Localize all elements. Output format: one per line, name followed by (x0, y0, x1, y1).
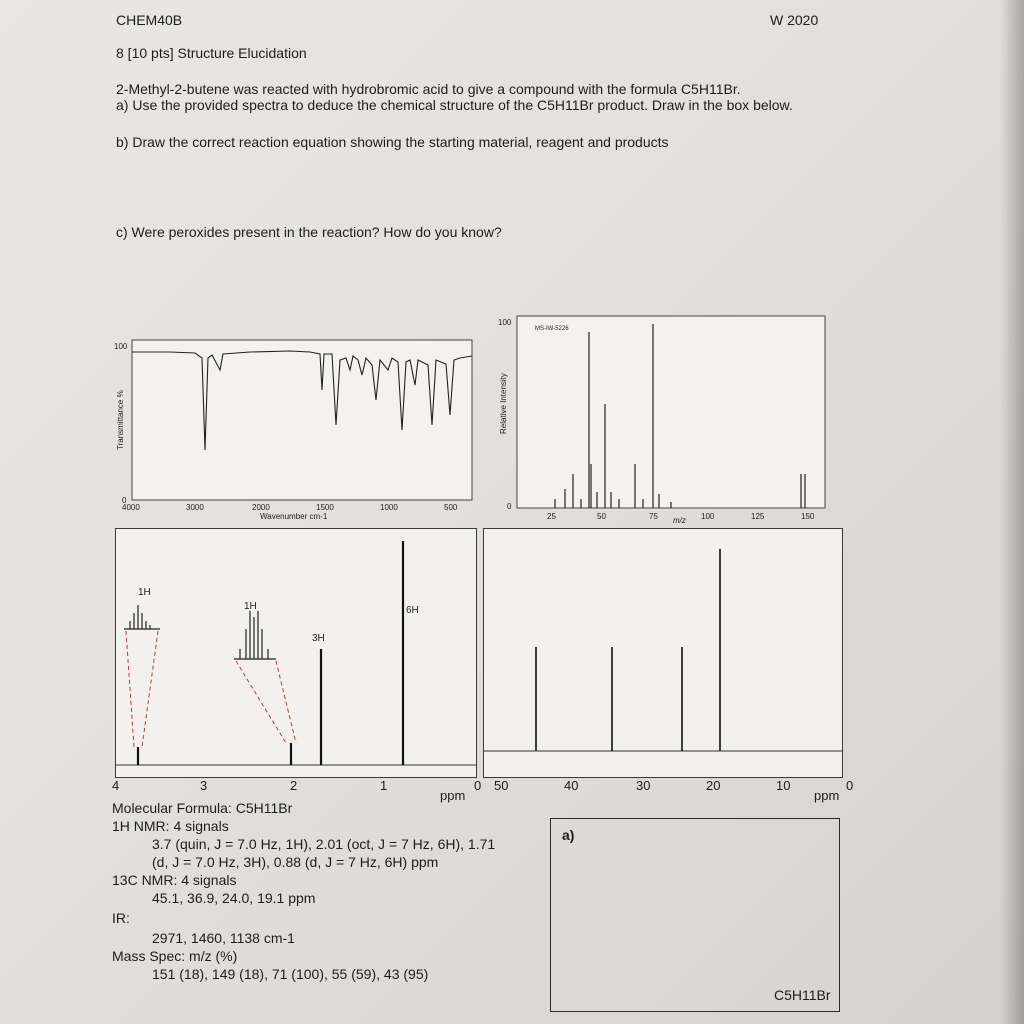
ms-xlabel: m/z (673, 516, 686, 525)
ir-spectrum-plot (110, 330, 485, 520)
c-nmr-xtick-50: 50 (494, 778, 509, 793)
molecular-formula: Molecular Formula: C5H11Br (112, 800, 293, 816)
ms-xtick-125: 125 (751, 512, 765, 521)
ir-xtick-500: 500 (444, 503, 458, 512)
mass-spectrum (495, 314, 830, 524)
answer-box-label: a) (562, 827, 575, 843)
h-nmr-spectrum (116, 529, 476, 777)
ir-ytick-100: 100 (114, 342, 128, 351)
c-nmr-ppm-label: ppm (814, 788, 840, 803)
h-nmr-inset-guides (126, 631, 296, 747)
h-nmr-peaks (138, 541, 403, 765)
ms-frame (517, 316, 825, 508)
h-nmr-xtick-1: 1 (380, 778, 388, 793)
c-nmr-plot (483, 528, 843, 778)
c-nmr-xtick-10: 10 (776, 778, 791, 793)
c-nmr-title: 13C NMR: 4 signals (112, 872, 237, 888)
ms-xtick-75: 75 (649, 512, 658, 521)
ir-spectrum (110, 330, 485, 520)
h-nmr-line-1: 3.7 (quin, J = 7.0 Hz, 1H), 2.01 (oct, J = 7 Hz, 6H), 1.71 (152, 836, 496, 852)
ir-xtick-2000: 2000 (252, 503, 270, 512)
c-nmr-xtick-0: 0 (846, 778, 854, 793)
answer-box[interactable] (550, 818, 840, 1012)
ir-values: 2971, 1460, 1138 cm-1 (152, 930, 295, 946)
c-nmr-xtick-20: 20 (706, 778, 721, 793)
ms-values: 151 (18), 149 (18), 71 (100), 55 (59), 43 (95) (152, 966, 429, 982)
ir-xtick-3000: 3000 (186, 503, 204, 512)
ir-ylabel: Transmittance % (116, 390, 125, 450)
ms-xtick-100: 100 (701, 512, 715, 521)
h-nmr-inset-2 (234, 611, 276, 659)
h-nmr-xtick-2: 2 (290, 778, 298, 793)
question-part-b: b) Draw the correct reaction equation showing the starting material, reagent and products (116, 134, 669, 150)
ms-xtick-25: 25 (547, 512, 556, 521)
h-nmr-plot (115, 528, 477, 778)
h-nmr-int-3: 6H (406, 605, 419, 616)
c-nmr-spectrum (484, 529, 842, 777)
question-part-a: a) Use the provided spectra to deduce the chemical structure of the C5H11Br product. Draw in the box below. (116, 97, 793, 113)
question-intro: 2-Methyl-2-butene was reacted with hydrobromic acid to give a compound with the formula C5H11Br. (116, 81, 741, 97)
h-nmr-int-2: 1H (244, 601, 257, 612)
ms-ylabel: Relative Intensity (499, 373, 508, 434)
question-title: 8 [10 pts] Structure Elucidation (116, 45, 307, 61)
ir-xtick-1500: 1500 (316, 503, 334, 512)
mass-spectrum-plot (495, 314, 830, 524)
h-nmr-title: 1H NMR: 4 signals (112, 818, 229, 834)
ms-title: Mass Spec: m/z (%) (112, 948, 238, 964)
h-nmr-ppm-label: ppm (440, 788, 466, 803)
ir-frame (132, 340, 472, 500)
ms-xtick-150: 150 (801, 512, 815, 521)
h-nmr-xtick-4: 4 (112, 778, 120, 793)
ms-ytick-100: 100 (498, 318, 512, 327)
ir-ytick-0: 0 (122, 496, 127, 505)
term-label: W 2020 (770, 12, 819, 28)
ir-xtick-4000: 4000 (122, 503, 140, 512)
ms-ytick-0: 0 (507, 502, 512, 511)
ir-title: IR: (112, 910, 130, 926)
h-nmr-int-1: 1H (138, 587, 151, 598)
ir-xlabel: Wavenumber cm-1 (260, 512, 328, 521)
page-edge-shadow (1000, 0, 1024, 1024)
c-nmr-xtick-30: 30 (636, 778, 651, 793)
h-nmr-int-4: 3H (312, 633, 325, 644)
c-nmr-xtick-40: 40 (564, 778, 579, 793)
question-part-c: c) Were peroxides present in the reaction? How do you know? (116, 224, 502, 240)
h-nmr-line-2: (d, J = 7.0 Hz, 3H), 0.88 (d, J = 7 Hz, 6H) ppm (152, 854, 439, 870)
ms-code: MS-IW-5226 (535, 326, 569, 332)
ms-xtick-50: 50 (597, 512, 606, 521)
h-nmr-inset-1 (124, 605, 160, 629)
c-nmr-peaks (536, 549, 720, 751)
answer-box-formula: C5H11Br (774, 987, 831, 1003)
h-nmr-xtick-0: 0 (474, 778, 482, 793)
ir-xtick-1000: 1000 (380, 503, 398, 512)
c-nmr-values: 45.1, 36.9, 24.0, 19.1 ppm (152, 890, 316, 906)
h-nmr-xtick-3: 3 (200, 778, 208, 793)
course-code: CHEM40B (116, 12, 183, 28)
